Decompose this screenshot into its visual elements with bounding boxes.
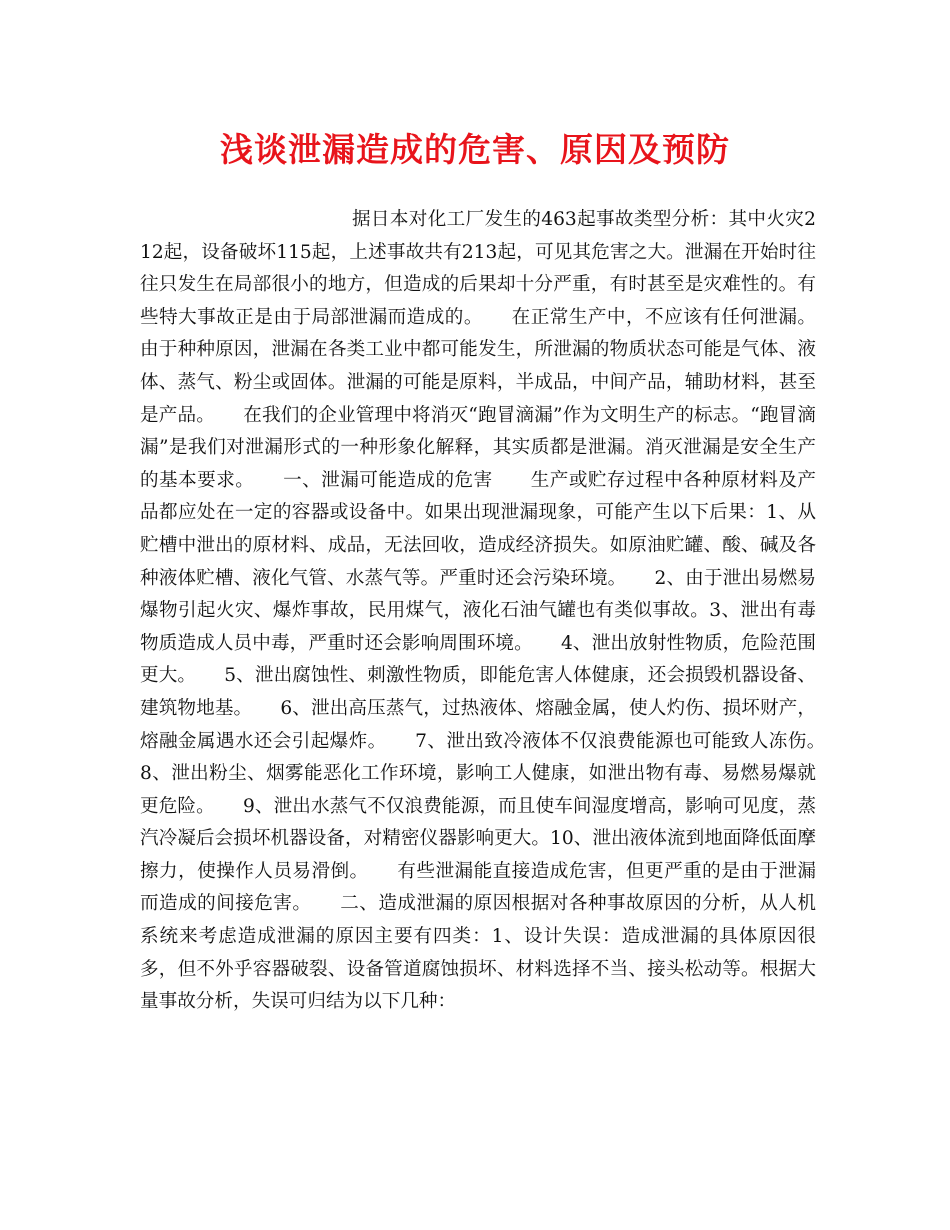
document-title: 浅谈泄漏造成的危害、原因及预防 — [220, 130, 730, 169]
document-body-paragraph: 据日本对化工厂发生的463起事故类型分析：其中火灾212起，设备破坏115起，上述事故共有213起，可见其危害之大。泄漏在开始时往往只发生在局部很小的地方，但造成的后果却十分严重，有时甚至是灾难性的。有些特大事故正是由于局部泄漏而造成的。 在正常生产中，不应该有任何泄漏。由于种种原因，泄漏在各类工业中都可能发生，所泄漏的物质状态可能是气体、液体、蒸气、粉尘或固体。泄漏的可能是原料，半成品，中间产品，辅助材料，甚至是产品。 在我们的企业管理中将消灭“跑冒滴漏”作为文明生产的标志。“跑冒滴漏”是我们对泄漏形式的一种形象化解释，其实质都是泄漏。消灭泄漏是安全生产的基本要求。 一、泄漏可能造成的危害 生产或贮存过程中各种原材料及产品都应处在一定的容器或设备中。如果出现泄漏现象，可能产生以下后果：1、从贮槽中泄出的原材料、成品，无法回收，造成经济损失。如原油贮罐、酸、碱及各种液体贮槽、液化气管、水蒸气等。严重时还会污染环境。 2、由于泄出易燃易爆物引起火灾、爆炸事故，民用煤气，液化石油气罐也有类似事故。3、泄出有毒物质造成人员中毒，严重时还会影响周围环境。 4、泄出放射性物质，危险范围更大。 5、泄出腐蚀性、刺激性物质，即能危害人体健康，还会损毁机器设备、建筑物地基。 6、泄出高压蒸气，过热液体、熔融金属，使人灼伤、损坏财产，熔融金属遇水还会引起爆炸。 7、泄出致冷液体不仅浪费能源也可能致人冻伤。 8、泄出粉尘、烟雾能恶化工作环境，影响工人健康，如泄出物有毒、易燃易爆就更危险。 9、泄出水蒸气不仅浪费能源，而且使车间湿度增高，影响可见度，蒸汽冷凝后会损坏机器设备，对精密仪器影响更大。10、泄出液体流到地面降低面摩擦力，使操作人员易滑倒。 有些泄漏能直接造成危害，但更严重的是由于泄漏而造成的间接危害。 二、造成泄漏的原因根据对各种事故原因的分析，从人机系统来考虑造成泄漏的原因主要有四类：1、设计失误：造成泄漏的具体原因很多，但不外乎容器破裂、设备管道腐蚀损坏、材料选择不当、接头松动等。根据大量事故分析，失误可归结为以下几种： — [140, 209, 854, 1013]
